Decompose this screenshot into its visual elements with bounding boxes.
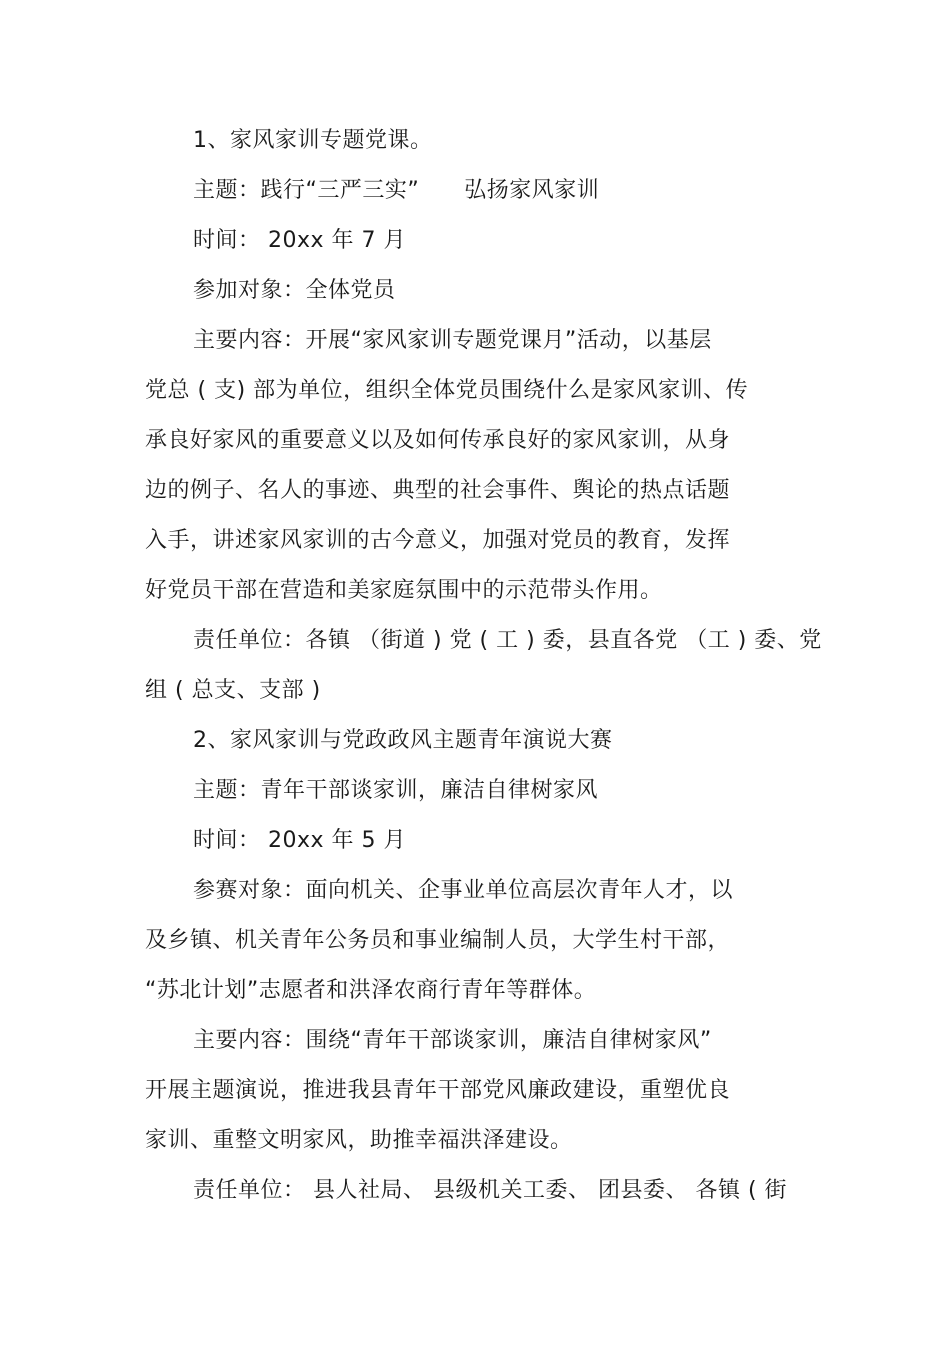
section-1-theme: 主题：践行“三严三实” 弘扬家风家训 [193, 178, 600, 203]
section-2-theme: 主题：青年干部谈家训，廉洁自律树家风 [193, 778, 599, 803]
section-1-content-line: 好党员干部在营造和美家庭氛围中的示范带头作用。 [145, 578, 663, 603]
section-1-time: 时间： 20xx 年 7 月 [193, 228, 407, 253]
section-2-content-line: 开展主题演说，推进我县青年干部党风廉政建设，重塑优良 [145, 1078, 731, 1103]
section-2-participants: 参赛对象：面向机关、企事业单位高层次青年人才，以 [193, 878, 734, 903]
section-2-participants-cont: 及乡镇、机关青年公务员和事业编制人员，大学生村干部， [145, 928, 731, 953]
section-2-heading: 2、家风家训与党政政风主题青年演说大赛 [193, 728, 613, 753]
section-1-participants: 参加对象：全体党员 [193, 278, 396, 303]
section-2-responsible-unit: 责任单位： 县人社局、 县级机关工委、 团县委、 各镇 ( 街 [193, 1178, 788, 1203]
section-1-content-line: 主要内容：开展“家风家训专题党课月”活动，以基层 [193, 328, 712, 353]
section-1-content-line: 入手，讲述家风家训的古今意义，加强对党员的教育，发挥 [145, 528, 731, 553]
section-1-content-line: 边的例子、名人的事迹、典型的社会事件、舆论的热点话题 [145, 478, 731, 503]
section-2-participants-cont: “苏北计划”志愿者和洪泽农商行青年等群体。 [145, 978, 597, 1003]
section-2-time: 时间： 20xx 年 5 月 [193, 828, 407, 853]
section-1-heading: 1、家风家训专题党课。 [193, 128, 433, 153]
section-1-responsible-unit-cont: 组 ( 总支、支部 ) [145, 678, 321, 703]
section-1-responsible-unit: 责任单位：各镇 （街道 ) 党 ( 工 ) 委，县直各党 （工 ) 委、党 [193, 628, 822, 653]
section-1-content-line: 承良好家风的重要意义以及如何传承良好的家风家训，从身 [145, 428, 731, 453]
section-2-content-line: 家训、重整文明家风，助推幸福洪泽建设。 [145, 1128, 573, 1153]
section-2-content-line: 主要内容：围绕“青年干部谈家训，廉洁自律树家风” [193, 1028, 712, 1053]
section-1-content-line: 党总 ( 支) 部为单位，组织全体党员围绕什么是家风家训、传 [145, 378, 749, 403]
